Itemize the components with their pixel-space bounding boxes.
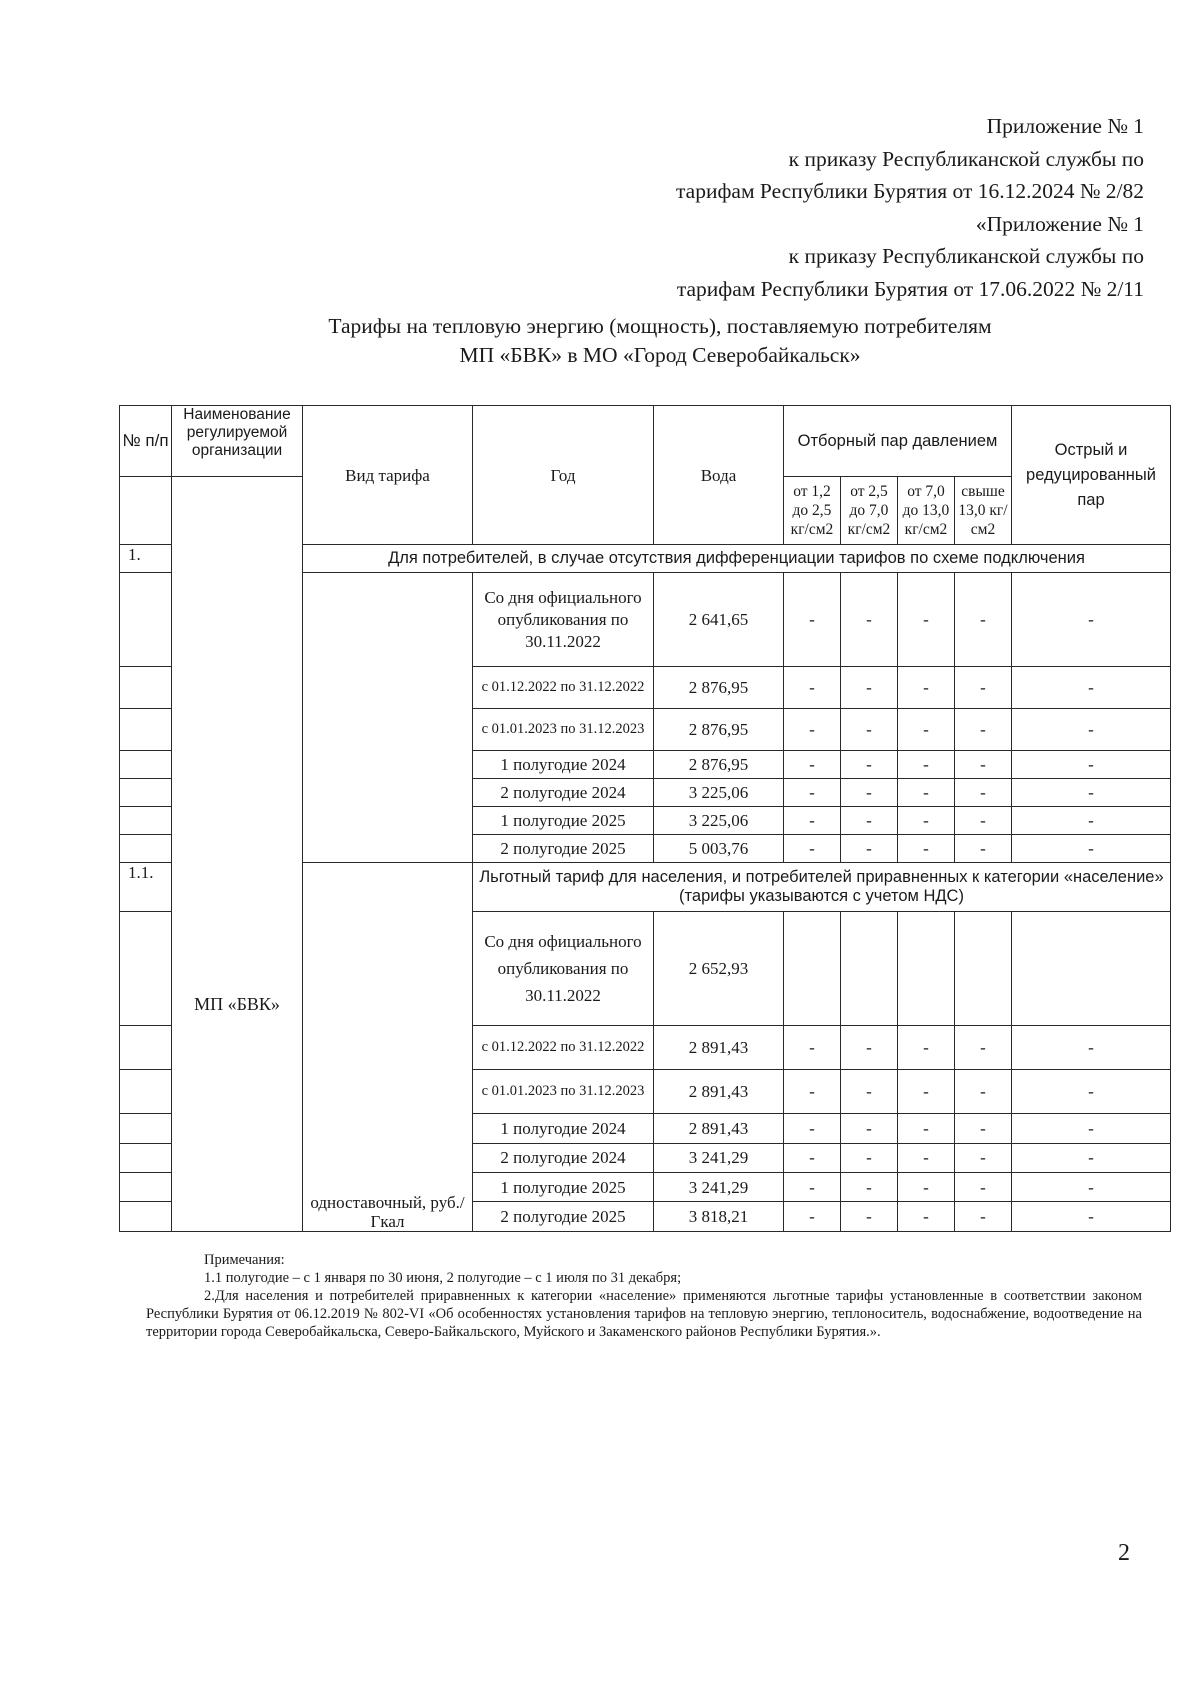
dash-cell: - xyxy=(841,1070,898,1114)
title-line: Тарифы на тепловую энергию (мощность), поставляемую потребителям xyxy=(328,314,992,338)
dash-cell: - xyxy=(841,667,898,709)
dash-cell: - xyxy=(955,1070,1012,1114)
header-steam-pressure: Отборный пар давлением xyxy=(784,406,1012,477)
dash-cell: - xyxy=(841,1202,898,1232)
dash-cell: - xyxy=(955,1202,1012,1232)
empty-cell xyxy=(898,912,955,1026)
tariff-type-blank xyxy=(303,573,473,863)
section-number: 1. xyxy=(120,545,172,573)
dash-cell: - xyxy=(784,1173,841,1202)
dash-cell: - xyxy=(784,1143,841,1172)
header-line: тарифам Республики Бурятия от 17.06.2022 № 2/11 xyxy=(676,276,1144,301)
dash-cell: - xyxy=(898,1025,955,1069)
dash-cell: - xyxy=(841,779,898,807)
water-value: 3 818,21 xyxy=(654,1202,784,1232)
header-line: к приказу Республиканской службы по xyxy=(788,244,1144,268)
period-cell: Со дня официального опубликования по 30.11.2022 xyxy=(473,573,654,667)
notes-block xyxy=(146,1251,1142,1341)
dash-cell: - xyxy=(841,1143,898,1172)
empty-cell xyxy=(784,912,841,1026)
dash-cell: - xyxy=(898,709,955,751)
period-cell: 2 полугодие 2025 xyxy=(473,835,654,863)
dash-cell: - xyxy=(898,807,955,835)
water-value: 3 241,29 xyxy=(654,1173,784,1202)
dash-cell: - xyxy=(1012,751,1171,779)
dash-cell: - xyxy=(784,709,841,751)
num-cell xyxy=(120,1070,172,1114)
header-pressure-3: от 7,0 до 13,0 кг/см2 xyxy=(898,477,955,545)
dash-cell: - xyxy=(1012,835,1171,863)
section-title: Для потребителей, в случае отсутствия дифференциации тарифов по схеме подключения xyxy=(303,545,1171,573)
header-line: к приказу Республиканской службы по xyxy=(788,146,1144,171)
dash-cell: - xyxy=(1012,807,1171,835)
dash-cell: - xyxy=(784,1070,841,1114)
water-value: 2 876,95 xyxy=(654,751,784,779)
dash-cell: - xyxy=(784,667,841,709)
dash-cell: - xyxy=(1012,1143,1171,1172)
empty-cell xyxy=(841,912,898,1026)
num-cell xyxy=(120,807,172,835)
dash-cell: - xyxy=(898,751,955,779)
dash-cell: - xyxy=(1012,573,1171,667)
dash-cell: - xyxy=(955,1143,1012,1172)
period-cell: 2 полугодие 2025 xyxy=(473,1202,654,1232)
dash-cell: - xyxy=(841,807,898,835)
num-cell xyxy=(120,1025,172,1069)
empty-cell xyxy=(955,912,1012,1026)
dash-cell: - xyxy=(955,779,1012,807)
dash-cell: - xyxy=(1012,1202,1171,1232)
dash-cell: - xyxy=(841,1173,898,1202)
dash-cell: - xyxy=(784,779,841,807)
title-line: МП «БВК» в МО «Город Северобайкальск» xyxy=(459,343,861,367)
header-tariff-type: Вид тарифа xyxy=(303,406,473,545)
appendix-header xyxy=(676,110,1144,305)
num-cell xyxy=(120,912,172,1026)
dash-cell: - xyxy=(841,709,898,751)
dash-cell: - xyxy=(1012,709,1171,751)
header-line: Приложение № 1 xyxy=(986,114,1144,138)
notes-heading: Примечания: xyxy=(204,1252,285,1268)
water-value: 5 003,76 xyxy=(654,835,784,863)
num-cell xyxy=(120,1143,172,1172)
header-line: «Приложение № 1 xyxy=(975,211,1144,236)
water-value: 2 641,65 xyxy=(654,573,784,667)
period-cell: с 01.01.2023 по 31.12.2023 xyxy=(473,709,654,751)
water-value: 2 891,43 xyxy=(654,1070,784,1114)
organization-name: МП «БВК» xyxy=(172,477,303,1232)
dash-cell: - xyxy=(898,1143,955,1172)
period-cell: с 01.12.2022 по 31.12.2022 xyxy=(473,1025,654,1069)
header-num-blank xyxy=(120,477,172,545)
water-value: 2 876,95 xyxy=(654,667,784,709)
water-value: 2 891,43 xyxy=(654,1025,784,1069)
dash-cell: - xyxy=(898,1173,955,1202)
dash-cell: - xyxy=(841,751,898,779)
num-cell xyxy=(120,779,172,807)
dash-cell: - xyxy=(784,835,841,863)
note-item: 2.Для населения и потребителей приравненных к категории «население» применяются льготные тарифы установленные в соответствии законом Республики Бурятия от 06.12.2019 № 802-VI «Об особенностях установления тарифов на тепловую энергию, теплоноситель, водоснабжение, водоотведение на территории города Северобайкальска, Северо-Байкальского, Муйского и Закаменского районов Республики Бурятия.». xyxy=(146,1288,1142,1340)
dash-cell: - xyxy=(1012,1114,1171,1143)
dash-cell: - xyxy=(955,709,1012,751)
dash-cell: - xyxy=(955,667,1012,709)
period-cell: 1 полугодие 2024 xyxy=(473,1114,654,1143)
water-value: 3 225,06 xyxy=(654,779,784,807)
dash-cell: - xyxy=(898,1202,955,1232)
empty-cell xyxy=(1012,912,1171,1026)
note-item: 1.1 полугодие – с 1 января по 30 июня, 2 полугодие – с 1 июля по 31 декабря; xyxy=(204,1270,682,1286)
period-cell: Со дня официального опубликования по 30.11.2022 xyxy=(473,912,654,1026)
tariff-type: одноставочный, руб./Гкал xyxy=(303,863,473,1232)
dash-cell: - xyxy=(784,807,841,835)
header-pressure-2: от 2,5 до 7,0 кг/см2 xyxy=(841,477,898,545)
water-value: 2 876,95 xyxy=(654,709,784,751)
dash-cell: - xyxy=(1012,779,1171,807)
water-value: 3 225,06 xyxy=(654,807,784,835)
dash-cell: - xyxy=(898,1114,955,1143)
header-water: Вода xyxy=(654,406,784,545)
dash-cell: - xyxy=(784,1114,841,1143)
dash-cell: - xyxy=(1012,1070,1171,1114)
num-cell xyxy=(120,1114,172,1143)
header-pressure-1: от 1,2 до 2,5 кг/см2 xyxy=(784,477,841,545)
dash-cell: - xyxy=(1012,667,1171,709)
dash-cell: - xyxy=(841,1025,898,1069)
num-cell xyxy=(120,573,172,667)
header-pressure-4: свыше 13,0 кг/см2 xyxy=(955,477,1012,545)
dash-cell: - xyxy=(841,835,898,863)
dash-cell: - xyxy=(784,1202,841,1232)
num-cell xyxy=(120,709,172,751)
water-value: 3 241,29 xyxy=(654,1143,784,1172)
dash-cell: - xyxy=(955,573,1012,667)
dash-cell: - xyxy=(955,751,1012,779)
header-year: Год xyxy=(473,406,654,545)
dash-cell: - xyxy=(955,1173,1012,1202)
dash-cell: - xyxy=(898,779,955,807)
period-cell: 2 полугодие 2024 xyxy=(473,779,654,807)
water-value: 2 652,93 xyxy=(654,912,784,1026)
dash-cell: - xyxy=(898,667,955,709)
dash-cell: - xyxy=(955,835,1012,863)
num-cell xyxy=(120,1202,172,1232)
period-cell: 1 полугодие 2024 xyxy=(473,751,654,779)
document-title xyxy=(0,312,1200,370)
header-line: тарифам Республики Бурятия от 16.12.2024 № 2/82 xyxy=(676,179,1144,203)
num-cell xyxy=(120,1173,172,1202)
dash-cell: - xyxy=(955,807,1012,835)
header-org: Наименование регулируемой организации xyxy=(172,406,303,477)
dash-cell: - xyxy=(841,573,898,667)
dash-cell: - xyxy=(898,835,955,863)
header-num: № п/п xyxy=(120,406,172,477)
water-value: 2 891,43 xyxy=(654,1114,784,1143)
section-title: Льготный тариф для населения, и потребителей приравненных к категории «население» (тарифы указываются с учетом НДС) xyxy=(473,863,1171,912)
period-cell: 1 полугодие 2025 xyxy=(473,1173,654,1202)
dash-cell: - xyxy=(784,1025,841,1069)
period-cell: с 01.12.2022 по 31.12.2022 xyxy=(473,667,654,709)
section-number: 1.1. xyxy=(120,863,172,912)
dash-cell: - xyxy=(1012,1173,1171,1202)
dash-cell: - xyxy=(898,573,955,667)
num-cell xyxy=(120,751,172,779)
period-cell: с 01.01.2023 по 31.12.2023 xyxy=(473,1070,654,1114)
page-number: 2 xyxy=(1118,1540,1130,1566)
dash-cell: - xyxy=(784,751,841,779)
dash-cell: - xyxy=(784,573,841,667)
dash-cell: - xyxy=(1012,1025,1171,1069)
period-cell: 2 полугодие 2024 xyxy=(473,1143,654,1172)
dash-cell: - xyxy=(898,1070,955,1114)
num-cell xyxy=(120,667,172,709)
dash-cell: - xyxy=(955,1025,1012,1069)
tariff-table xyxy=(119,405,1171,1232)
period-cell: 1 полугодие 2025 xyxy=(473,807,654,835)
dash-cell: - xyxy=(955,1114,1012,1143)
num-cell xyxy=(120,835,172,863)
header-sharp-steam: Острый и редуцированный пар xyxy=(1012,406,1171,545)
dash-cell: - xyxy=(841,1114,898,1143)
